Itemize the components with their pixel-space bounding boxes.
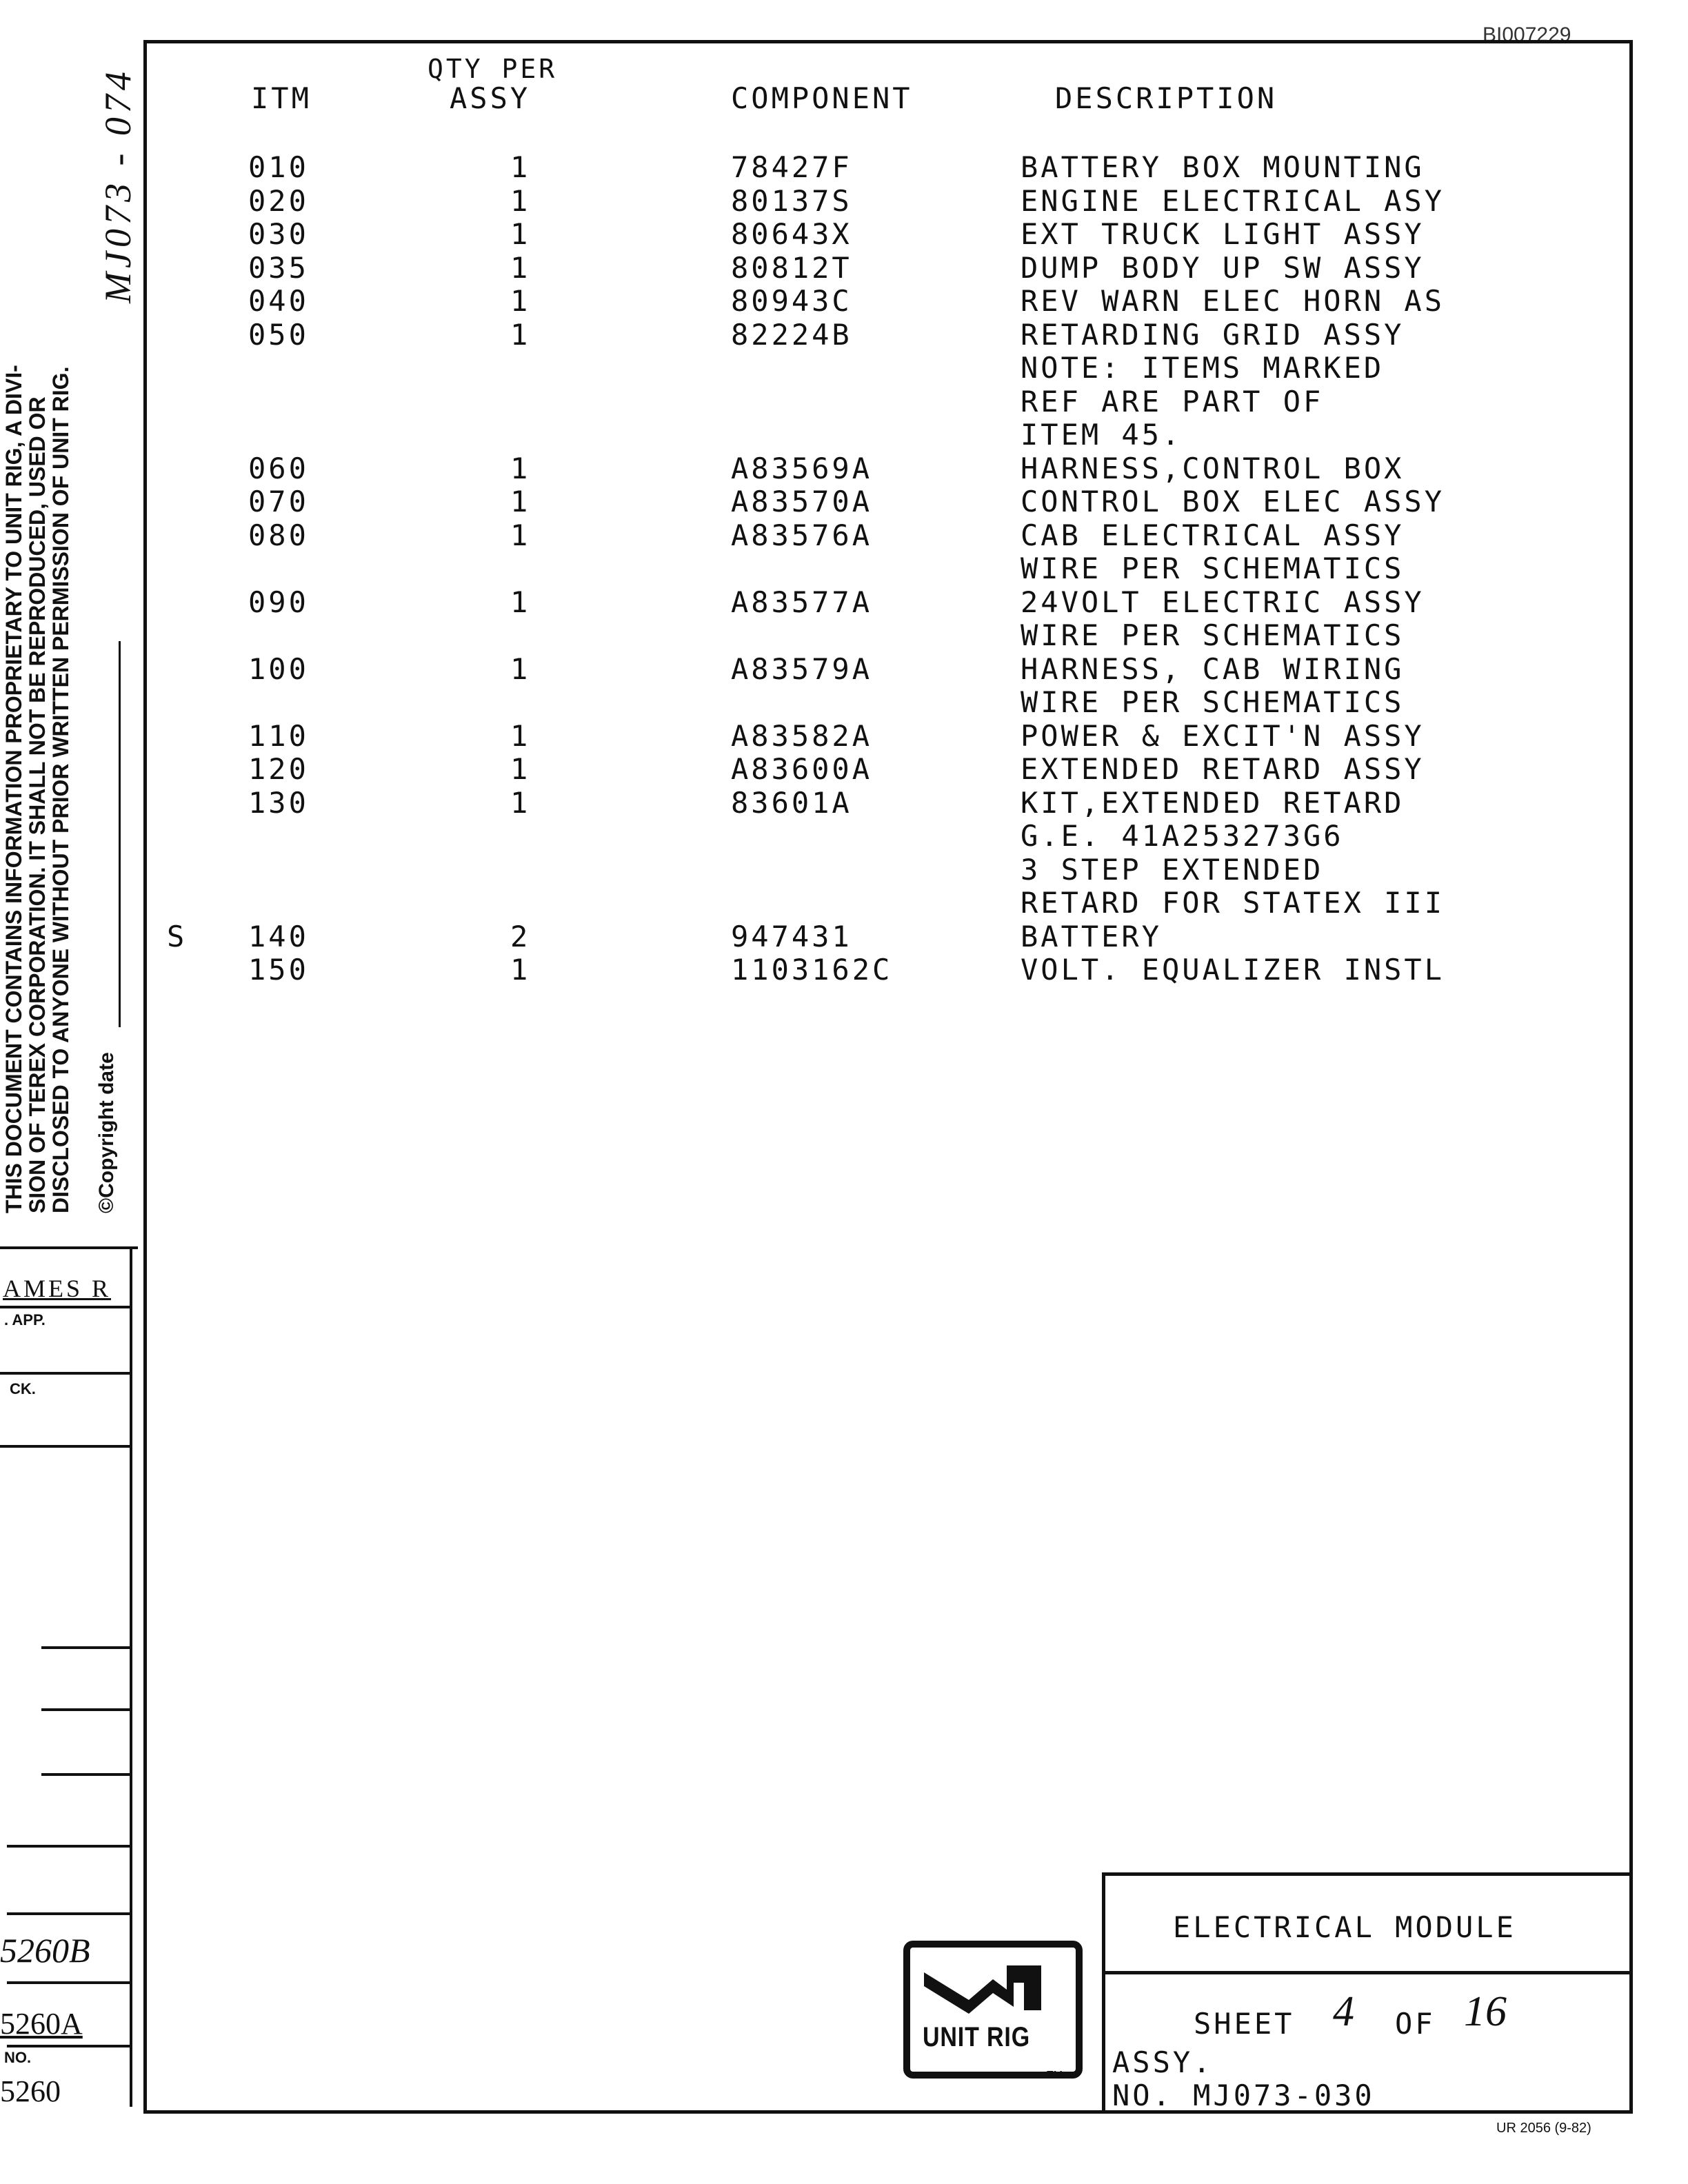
proprietary-notice-line-3: DISCLOSED TO ANYONE WITHOUT PRIOR WRITTEN PERMISSION OF UNIT RIG.	[48, 366, 73, 1213]
proprietary-notice-line-1: THIS DOCUMENT CONTAINS INFORMATION PROPRIETARY TO UNIT RIG, A DIVI-	[1, 365, 26, 1213]
header-component: COMPONENT	[731, 81, 913, 115]
quantity: 1	[510, 485, 531, 518]
item-number: 050	[248, 317, 309, 352]
description: G.E. 41A253273G6	[1021, 819, 1344, 853]
component-number: 80943C	[731, 284, 852, 318]
quantity: 1	[510, 785, 531, 820]
description: VOLT. EQUALIZER INSTL	[1021, 953, 1445, 987]
table-row	[159, 184, 1607, 217]
table-row	[159, 585, 1607, 618]
quantity: 1	[510, 518, 531, 552]
component-number: 83601A	[731, 785, 852, 820]
quantity: 1	[510, 651, 531, 686]
description: KIT,EXTENDED RETARD	[1021, 785, 1405, 820]
document-id: BI007229	[1483, 23, 1571, 46]
of-label: OF	[1395, 2007, 1436, 2041]
left-block-rule	[0, 1445, 131, 1448]
table-row	[159, 150, 1607, 183]
revision-ref: 5260	[0, 2074, 61, 2108]
item-number: 110	[248, 718, 309, 753]
quantity: 1	[510, 150, 531, 184]
component-number: 1103162C	[731, 953, 893, 987]
description: 3 STEP EXTENDED	[1021, 852, 1324, 887]
drawing-title: ELECTRICAL MODULE	[1173, 1910, 1516, 1944]
item-number: 100	[248, 651, 309, 686]
quantity: 1	[510, 284, 531, 318]
row-flag: S	[167, 919, 188, 953]
app-label: . APP.	[4, 1311, 46, 1328]
quantity: 1	[510, 752, 531, 786]
item-number: 020	[248, 183, 309, 218]
quantity: 1	[510, 451, 531, 485]
description: CONTROL BOX ELEC ASSY	[1021, 485, 1445, 518]
header-itm: ITM	[251, 81, 312, 115]
description: WIRE PER SCHEMATICS	[1021, 685, 1405, 719]
item-number: 150	[248, 953, 309, 987]
no-label: NO.	[4, 2049, 32, 2066]
table-row	[159, 518, 1607, 552]
trademark-mark: TM	[1047, 2070, 1063, 2081]
table-row	[159, 719, 1607, 752]
description: HARNESS, CAB WIRING	[1021, 651, 1405, 686]
table-row	[159, 452, 1607, 485]
revision-ref-b: 5260B	[0, 1931, 90, 1970]
table-row	[159, 418, 1607, 451]
left-block-rule	[0, 1306, 131, 1308]
assy-label: ASSY.	[1112, 2045, 1214, 2079]
description: ENGINE ELECTRICAL ASY	[1021, 183, 1445, 218]
title-block	[1102, 1872, 1629, 2110]
quantity: 1	[510, 183, 531, 218]
proprietary-notice-line-2: SION OF TEREX CORPORATION. IT SHALL NOT BE REPRODUCED, USED OR	[25, 396, 50, 1213]
description: NOTE: ITEMS MARKED	[1021, 351, 1385, 385]
left-block-rule	[7, 1845, 131, 1848]
component-number: A83569A	[731, 451, 873, 485]
item-number: 070	[248, 485, 309, 518]
description: HARNESS,CONTROL BOX	[1021, 451, 1405, 485]
title-block-divider	[1105, 1971, 1629, 1974]
table-row	[159, 920, 1607, 953]
quantity: 1	[510, 953, 531, 987]
description: REV WARN ELEC HORN AS	[1021, 284, 1445, 318]
description: RETARD FOR STATEX III	[1021, 886, 1445, 920]
table-row	[159, 284, 1607, 317]
quantity: 1	[510, 317, 531, 352]
table-row	[159, 886, 1607, 919]
table-row	[159, 318, 1607, 351]
table-row	[159, 251, 1607, 284]
assy-number: NO. MJ073-030	[1112, 2079, 1375, 2112]
copyright-label: ©Copyright date	[95, 1052, 118, 1213]
revision-ref-a: 5260A	[0, 2007, 83, 2041]
sheet-total: 16	[1464, 1988, 1507, 2035]
table-row	[159, 485, 1607, 518]
quantity: 1	[510, 718, 531, 753]
left-block-rule	[7, 1912, 131, 1915]
description: POWER & EXCIT'N ASSY	[1021, 718, 1425, 753]
item-number: 090	[248, 585, 309, 619]
quantity: 2	[510, 919, 531, 953]
left-block-rule	[0, 1372, 131, 1375]
component-number: 80812T	[731, 250, 852, 285]
ck-label: CK.	[10, 1380, 36, 1397]
description: BATTERY BOX MOUNTING	[1021, 150, 1425, 184]
table-row	[159, 652, 1607, 685]
copyright-rule	[119, 641, 121, 1027]
table-row	[159, 685, 1607, 718]
left-block-rule	[7, 1981, 131, 1984]
left-block-rule	[7, 2045, 131, 2048]
header-description: DESCRIPTION	[1055, 81, 1278, 115]
description: BATTERY	[1021, 919, 1163, 953]
header-qty-line2: ASSY	[450, 81, 531, 115]
table-row	[159, 853, 1607, 886]
description: WIRE PER SCHEMATICS	[1021, 618, 1405, 652]
component-number: A83600A	[731, 752, 873, 786]
description: CAB ELECTRICAL ASSY	[1021, 518, 1405, 552]
table-row	[159, 786, 1607, 819]
component-number: 82224B	[731, 317, 852, 352]
component-number: A83579A	[731, 651, 873, 686]
form-number: UR 2056 (9-82)	[1496, 2121, 1591, 2136]
description: WIRE PER SCHEMATICS	[1021, 552, 1405, 585]
left-block-rule	[41, 1708, 131, 1711]
component-number: A83577A	[731, 585, 873, 619]
table-row	[159, 217, 1607, 250]
quantity: 1	[510, 217, 531, 251]
drawing-stamp: MJ073 - 074	[97, 68, 139, 303]
item-number: 030	[248, 217, 309, 251]
unit-rig-mark-icon	[903, 1945, 1069, 2028]
component-number: A83582A	[731, 718, 873, 753]
unit-rig-logo	[903, 1941, 1083, 2079]
table-row	[159, 385, 1607, 418]
description: RETARDING GRID ASSY	[1021, 317, 1405, 352]
sheet-label: SHEET	[1194, 2007, 1295, 2041]
description: DUMP BODY UP SW ASSY	[1021, 250, 1425, 285]
item-number: 130	[248, 785, 309, 820]
left-block-rule	[41, 1646, 131, 1649]
item-number: 140	[248, 919, 309, 953]
item-number: 035	[248, 250, 309, 285]
quantity: 1	[510, 250, 531, 285]
component-number: A83570A	[731, 485, 873, 518]
table-row	[159, 953, 1607, 986]
component-number: A83576A	[731, 518, 873, 552]
table-row	[159, 351, 1607, 384]
header-qty-line1: QTY PER	[428, 54, 558, 84]
table-row	[159, 819, 1607, 852]
item-number: 120	[248, 752, 309, 786]
table-row	[159, 752, 1607, 785]
component-number: 80137S	[731, 183, 852, 218]
item-number: 010	[248, 150, 309, 184]
component-number: 947431	[731, 919, 852, 953]
description: EXT TRUCK LIGHT ASSY	[1021, 217, 1425, 251]
quantity: 1	[510, 585, 531, 619]
item-number: 060	[248, 451, 309, 485]
item-number: 040	[248, 284, 309, 318]
sheet-number: 4	[1333, 1988, 1354, 2035]
table-row	[159, 552, 1607, 585]
item-number: 080	[248, 518, 309, 552]
left-block-rule	[0, 1246, 138, 1249]
component-number: 78427F	[731, 150, 852, 184]
logo-text: UNIT RIG	[923, 2022, 1031, 2052]
description: EXTENDED RETARD ASSY	[1021, 752, 1425, 786]
description: ITEM 45.	[1021, 418, 1183, 452]
left-block-rule	[41, 1773, 131, 1776]
left-block-edge	[130, 1246, 132, 2107]
description: REF ARE PART OF	[1021, 384, 1324, 418]
names-label: AMES R	[3, 1275, 112, 1302]
description: 24VOLT ELECTRIC ASSY	[1021, 585, 1425, 619]
table-row	[159, 618, 1607, 651]
component-number: 80643X	[731, 217, 852, 251]
